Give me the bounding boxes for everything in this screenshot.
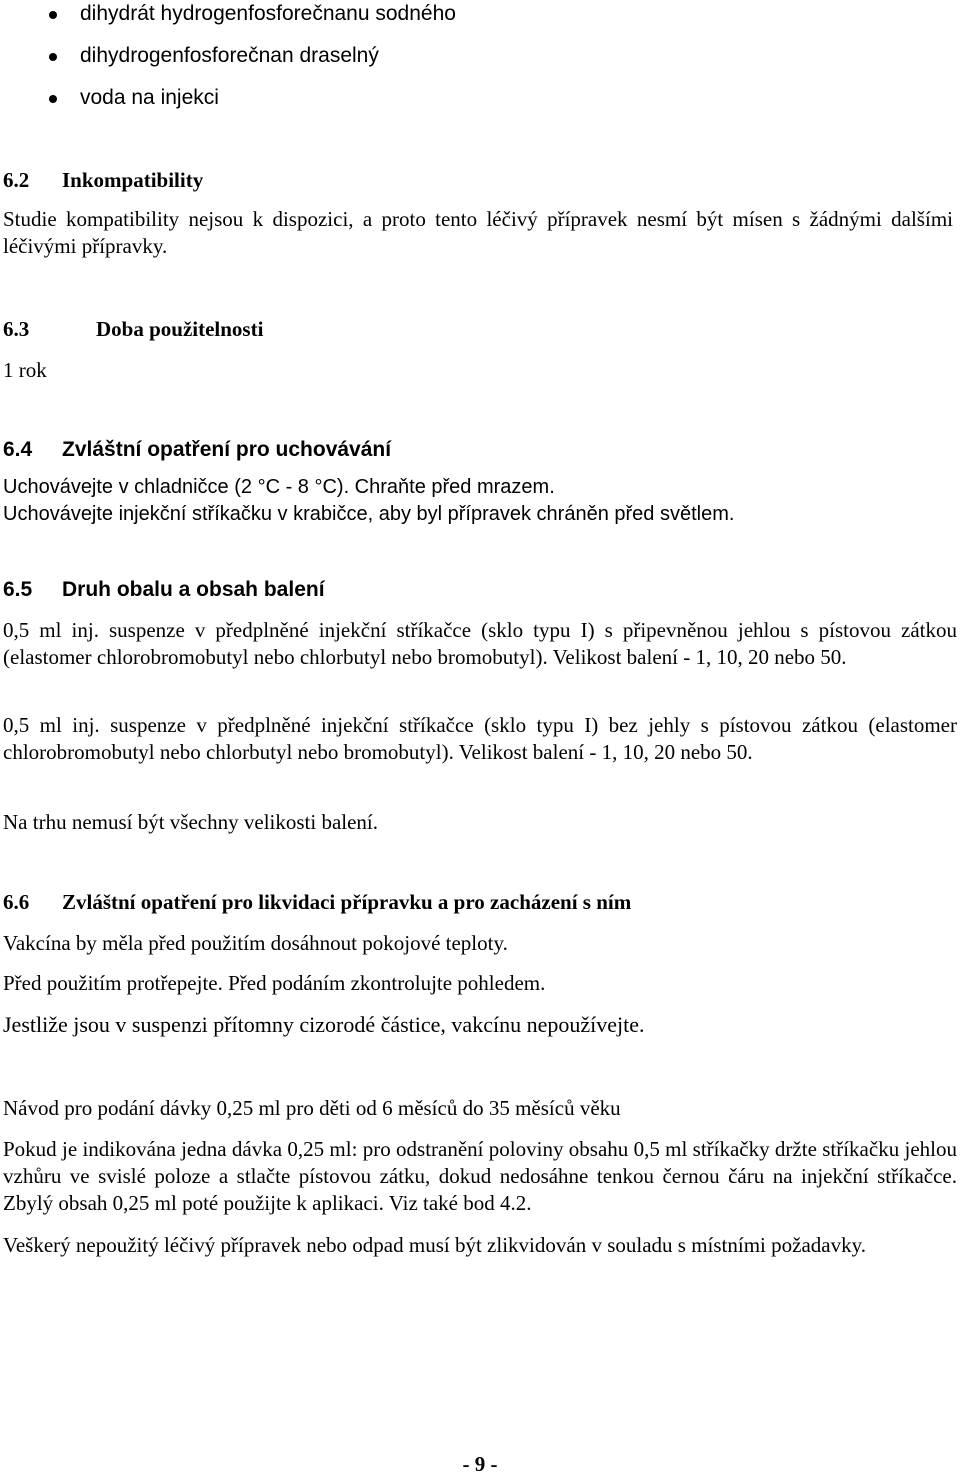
section-6-6-number: 6.6 [3, 890, 30, 914]
section-6-6-p6: Veškerý nepoužitý léčivý přípravek nebo odpad musí být zlikvidován v souladu s místními požadavky. [3, 1233, 866, 1257]
section-6-4-number: 6.4 [3, 438, 33, 461]
section-6-2-text: Studie kompatibility nejsou k dispozici, a proto tento léčivý přípravek nesmí být mísen s žádnými dalšími léčivými přípravky. [3, 207, 953, 258]
section-6-4-line-2: Uchovávejte injekční stříkačku v krabičce, aby byl přípravek chráněn před světlem. [3, 503, 735, 525]
section-6-2-title: Inkompatibility [62, 168, 204, 192]
section-6-3-number: 6.3 [3, 317, 30, 341]
excipient-item: voda na injekci [80, 86, 219, 109]
section-6-6-title: Zvláštní opatření pro likvidaci přípravku a pro zacházení s ním [62, 890, 632, 914]
section-6-2-number: 6.2 [3, 168, 30, 192]
page-number: - 9 - [462, 1452, 498, 1476]
section-6-5-para-3: Na trhu nemusí být všechny velikosti balení. [3, 810, 379, 834]
excipient-item: dihydrát hydrogenfosforečnanu sodného [80, 2, 456, 25]
section-6-6-p3: Jestliže jsou v suspenzi přítomny cizorodé částice, vakcínu nepoužívejte. [3, 1012, 645, 1037]
dose-instruction-heading: Návod pro podání dávky 0,25 ml pro děti od 6 měsíců do 35 měsíců věku [3, 1096, 621, 1120]
excipient-item: dihydrogenfosforečnan draselný [80, 44, 379, 67]
section-6-5-number: 6.5 [3, 578, 33, 601]
section-6-3-text: 1 rok [3, 358, 47, 382]
section-6-4-title: Zvláštní opatření pro uchovávání [62, 438, 392, 461]
section-6-4-line-1: Uchovávejte v chladničce (2 °C - 8 °C). Chraňte před mrazem. [3, 476, 555, 498]
section-6-6-p1: Vakcína by měla před použitím dosáhnout pokojové teploty. [3, 931, 508, 955]
section-6-3-title: Doba použitelnosti [96, 317, 264, 341]
section-6-6-p5: Pokud je indikována jedna dávka 0,25 ml: pro odstranění poloviny obsahu 0,5 ml stříkačky držte stříkačku jehlou vzhůru ve svislé poloze a stlačte pístovou zátku, dokud nedosáhne tenkou černou čáru na injekční stříkačce. Zbylý obsah 0,25 ml poté použijte k aplikaci. Viz také bod 4.2. [3, 1137, 957, 1215]
section-6-5-para-1: 0,5 ml inj. suspenze v předplněné injekční stříkačce (sklo typu I) s připevněnou jehlou s pístovou zátkou (elastomer chlorobromobutyl nebo chlorbutyl nebo bromobutyl). Velikost balení - 1, 10, 20 nebo 50. [3, 618, 957, 669]
section-6-5-title: Druh obalu a obsah balení [62, 578, 325, 601]
section-6-5-para-2: 0,5 ml inj. suspenze v předplněné injekční stříkačce (sklo typu I) bez jehly s pístovou zátkou (elastomer chlorobromobutyl nebo chlorbutyl nebo bromobutyl). Velikost balení - 1, 10, 20 nebo 50. [3, 713, 957, 764]
section-6-6-p2: Před použitím protřepejte. Před podáním zkontrolujte pohledem. [3, 971, 546, 995]
